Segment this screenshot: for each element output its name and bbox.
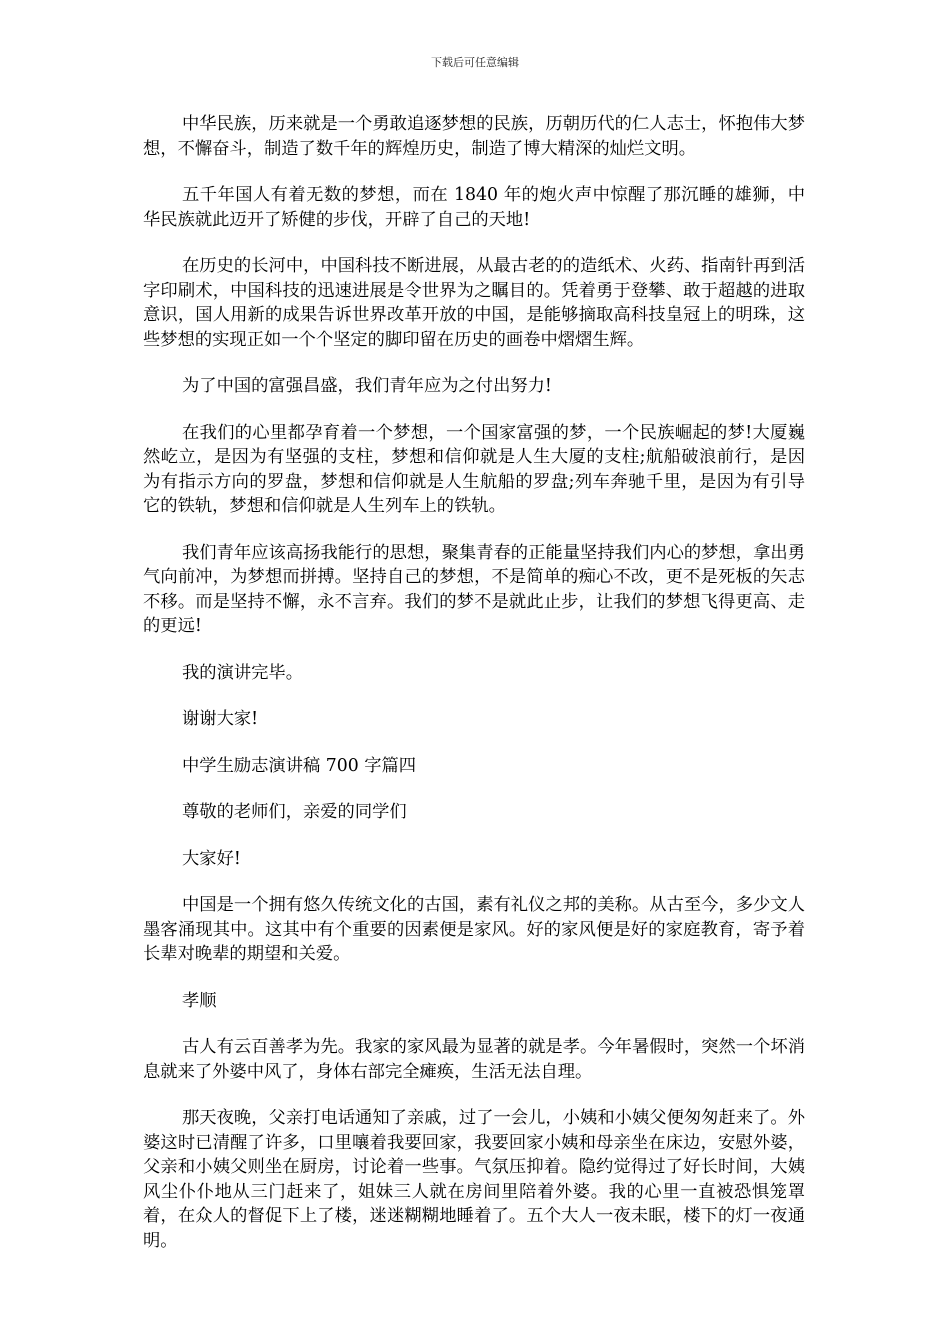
paragraph: 我们青年应该高扬我能行的思想，聚集青春的正能量坚持我们内心的梦想，拿出勇气向前冲，为梦想而拼搏。坚持自己的梦想，不是简单的痴心不改，更不是死板的矢志不移。而是坚持不懈，永不言弃。我们的梦不是就此止步，让我们的梦想飞得更高、走的更远! [143, 542, 805, 636]
paragraph: 谢谢大家! [182, 709, 259, 729]
paragraph: 古人有云百善孝为先。我家的家风最为显著的就是孝。今年暑假时，突然一个坏消息就来了外婆中风了，身体右部完全瘫痪，生活无法自理。 [143, 1037, 805, 1082]
subheading: 孝顺 [182, 990, 217, 1011]
section-title: 中学生励志演讲稿 700 字篇四 [182, 755, 417, 776]
paragraph: 为了中国的富强昌盛，我们青年应为之付出努力! [182, 376, 552, 396]
paragraph: 在我们的心里都孕育着一个梦想，一个国家富强的梦，一个民族崛起的梦!大厦巍然屹立，是因为有坚强的支柱，梦想和信仰就是人生大厦的支柱;航船破浪前行，是因为有指示方向的罗盘，梦想和信仰就是人生航船的罗盘;列车奔驰千里，是因为有引导它的铁轨，梦想和信仰就是人生列车上的铁轨。 [143, 422, 805, 516]
paragraph: 五千年国人有着无数的梦想，而在 1840 年的炮火声中惊醒了那沉睡的雄狮，中华民族就此迈开了矫健的步伐，开辟了自己的天地! [143, 185, 805, 230]
document-body [143, 112, 805, 1275]
paragraph: 在历史的长河中，中国科技不断进展，从最古老的的造纸术、火药、指南针再到活字印刷术，中国科技的迅速进展是令世界为之瞩目的。凭着勇于登攀、敢于超越的进取意识，国人用新的成果告诉世界改革开放的中国，是能够摘取高科技皇冠上的明珠，这些梦想的实现正如一个个坚定的脚印留在历史的画卷中熠熠生辉。 [143, 256, 805, 350]
greeting: 大家好! [182, 848, 241, 869]
salutation: 尊敬的老师们，亲爱的同学们 [182, 802, 407, 822]
paragraph: 我的演讲完毕。 [182, 662, 303, 683]
paragraph: 中国是一个拥有悠久传统文化的古国，素有礼仪之邦的美称。从古至今，多少文人墨客涌现其中。这其中有个重要的因素便是家风。好的家风便是好的家庭教育，寄予着长辈对晚辈的期望和关爱。 [143, 895, 805, 964]
page-header-note: 下载后可任意编辑 [431, 56, 519, 69]
paragraph: 中华民族，历来就是一个勇敢追逐梦想的民族，历朝历代的仁人志士，怀抱伟大梦想，不懈奋斗，制造了数千年的辉煌历史，制造了博大精深的灿烂文明。 [143, 114, 805, 159]
paragraph: 那天夜晚，父亲打电话通知了亲戚，过了一会儿，小姨和小姨父便匆匆赶来了。外婆这时已清醒了许多，口里嚷着我要回家，我要回家小姨和母亲坐在床边，安慰外婆，父亲和小姨父则坐在厨房，讨论着一些事。气氛压抑着。隐约觉得过了好长时间，大姨风尘仆仆地从三门赶来了，姐妹三人就在房间里陪着外婆。我的心里一直被恐惧笼罩着，在众人的督促下上了楼，迷迷糊糊地睡着了。五个大人一夜未眠，楼下的灯一夜通明。 [143, 1108, 805, 1251]
